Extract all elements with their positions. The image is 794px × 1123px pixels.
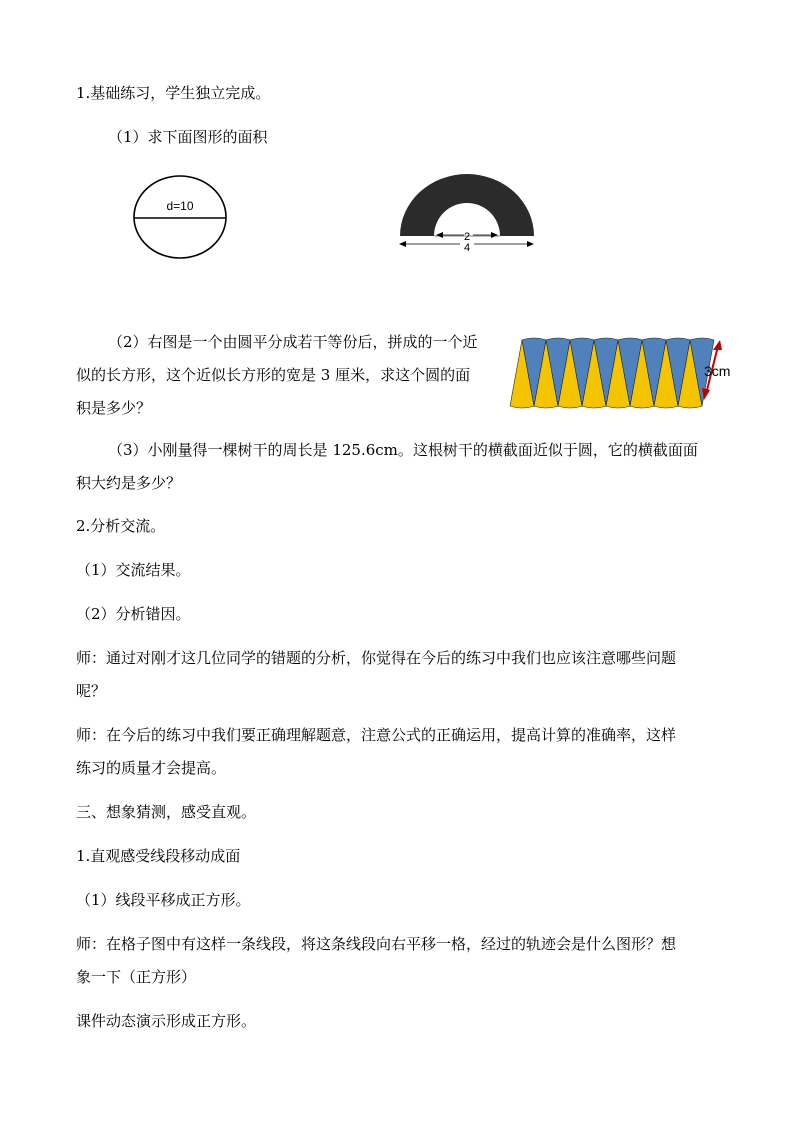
circle-diameter-label: d=10 [166, 199, 194, 213]
line-teacher-3b: 象一下（正方形） [76, 968, 197, 986]
line-q2-a: （2）右图是一个由圆平分成若干等份后，拼成的一个近 [108, 333, 478, 351]
sector-rectangle-figure [500, 330, 750, 412]
inner-diameter-label: 2 [463, 231, 471, 243]
line-basic-practice: 1.基础练习，学生独立完成。 [76, 84, 271, 102]
line-q2-b: 似的长方形，这个近似长方形的宽是 3 厘米，求这个圆的面 [76, 366, 471, 384]
line-q2-c: 积是多少？ [76, 399, 152, 417]
line-teacher-2a: 师：在今后的练习中我们要正确理解题意，注意公式的正确运用，提高计算的准确率，这样 [76, 726, 677, 744]
line-courseware-demo: 课件动态演示形成正方形。 [76, 1012, 257, 1030]
line-teacher-1b: 呢？ [76, 682, 107, 700]
line-teacher-1a: 师：通过对刚才这几位同学的错题的分析，你觉得在今后的练习中我们也应该注意哪些问题 [76, 649, 677, 667]
rect-width-label: 3cm [704, 363, 731, 379]
line-q3-a: （3）小刚量得一棵树干的周长是 125.6cm。这根树干的横截面近似于圆，它的横截面面 [108, 441, 698, 459]
line-segment-translate: （1）线段平移成正方形。 [76, 891, 251, 909]
line-error-analysis: （2）分析错因。 [76, 605, 191, 623]
semi-ring-figure [394, 170, 540, 256]
line-segment-to-surface: 1.直观感受线段移动成面 [76, 847, 241, 865]
line-q1-heading: （1）求下面图形的面积 [108, 128, 268, 146]
line-teacher-3a: 师：在格子图中有这样一条线段，将这条线段向右平移一格，经过的轨迹会是什么图形？想 [76, 935, 677, 953]
line-analysis-heading: 2.分析交流。 [76, 517, 166, 535]
line-exchange-results: （1）交流结果。 [76, 561, 191, 579]
line-q3-b: 积大约是多少？ [76, 474, 182, 492]
outer-diameter-label: 4 [463, 242, 471, 254]
line-teacher-2b: 练习的质量才会提高。 [76, 759, 227, 777]
line-section-three: 三、想象猜测，感受直观。 [76, 803, 257, 821]
circle-figure [130, 175, 230, 265]
